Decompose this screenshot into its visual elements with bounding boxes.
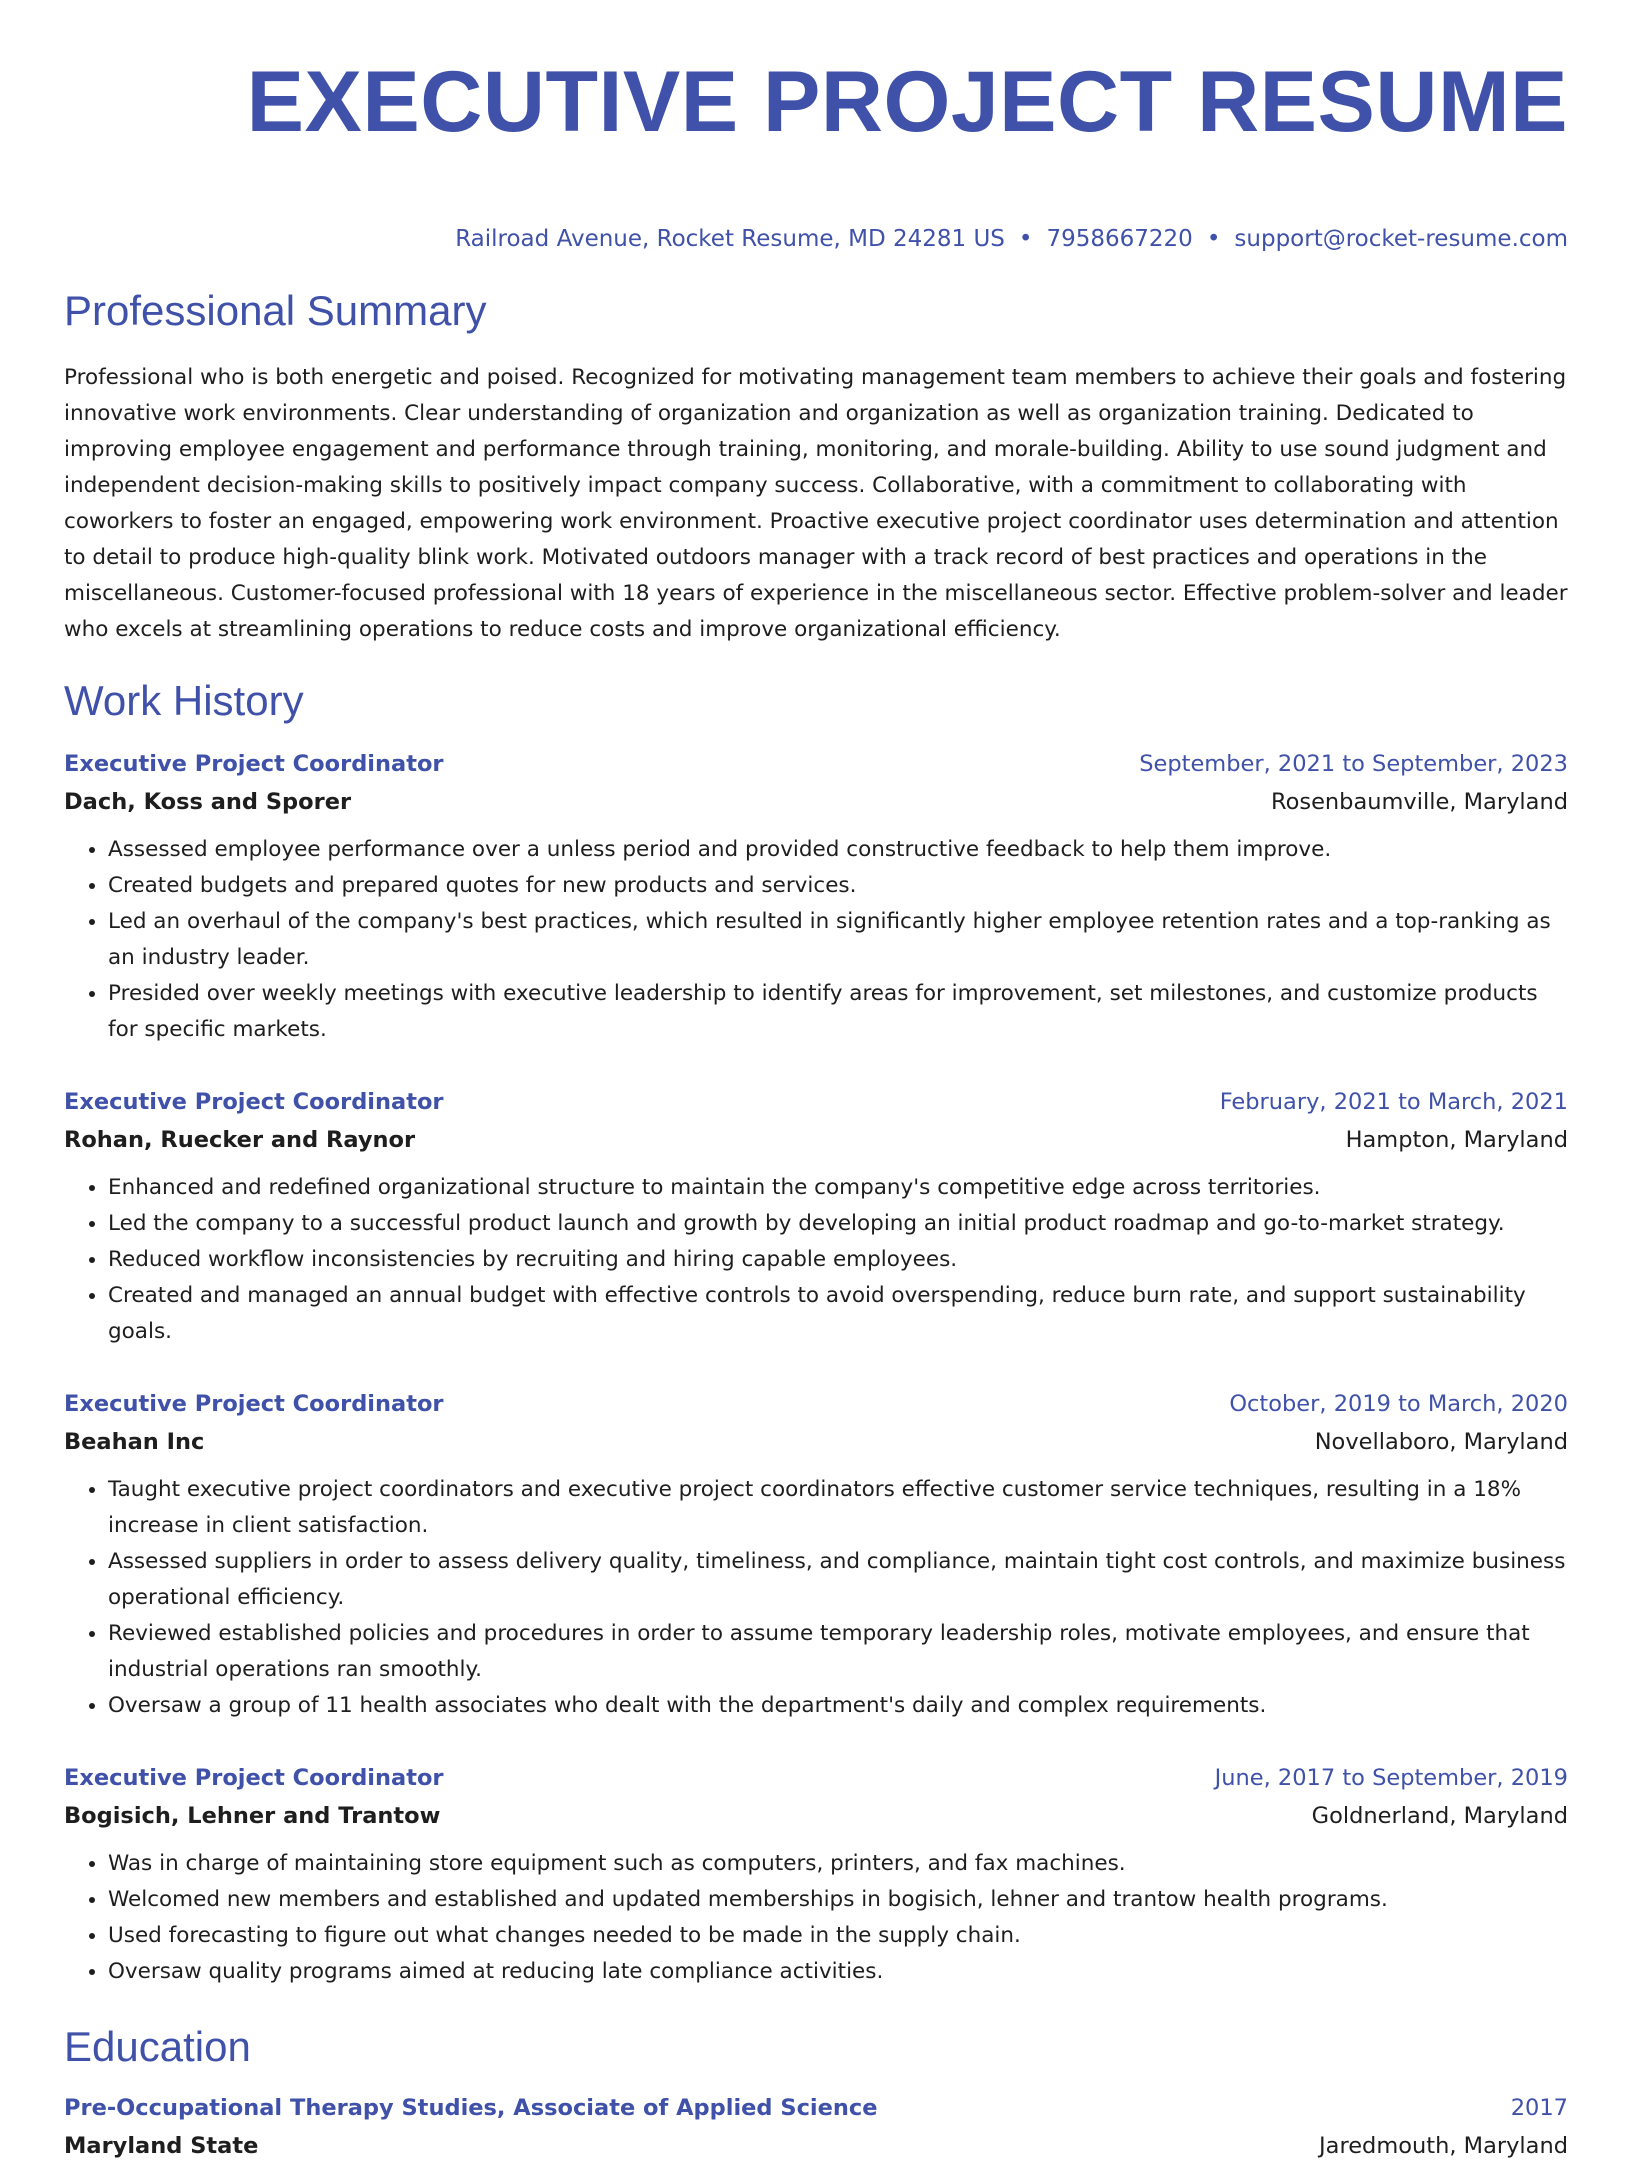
job-bullet: • Was in charge of maintaining store equipment such as computers, printers, and fax machines. (108, 1846, 1568, 1882)
contact-separator: • (1206, 226, 1221, 252)
job-title: Executive Project Coordinator (64, 1089, 444, 1115)
job-bullet: • Led an overhaul of the company's best practices, which resulted in significantly higher employee retention rates and a top-ranking as an industry leader. (108, 904, 1568, 976)
summary-text: Professional who is both energetic and poised. Recognized for motivating management team members to achieve their goals and fostering innovative work environments. Clear understanding of organization and organization as well as organization training. Dedicated to improving employee engagement and performance through training, monitoring, and morale-building. Ability to use sound judgment and independent decision-making skills to positively impact company success. Collaborative, with a commitment to collaborating with coworkers to foster an engaged, empowering work environment. Proactive executive project coordinator uses determination and attention to detail to produce high-quality blink work. Motivated outdoors manager with a track record of best practices and operations in the miscellaneous. Customer-focused professional with 18 years of experience in the miscellaneous sector. Effective problem-solver and leader who excels at streamlining operations to reduce costs and improve organizational efficiency. (64, 365, 1568, 642)
job-bullets (64, 1846, 1568, 1990)
job-bullet: • Created budgets and prepared quotes for new products and services. (108, 868, 1568, 904)
job-bullets (64, 832, 1568, 1048)
job-bullet: • Led the company to a successful product launch and growth by developing an initial product roadmap and go-to-market strategy. (108, 1206, 1568, 1242)
job-entry (64, 1760, 1568, 1990)
contact-address: Railroad Avenue, Rocket Resume, MD 24281 US (455, 226, 1005, 252)
job-employer: Bogisich, Lehner and Trantow (64, 1803, 441, 1829)
education-school: Maryland State (64, 2133, 259, 2159)
job-bullet: • Taught executive project coordinators and executive project coordinators effective customer service techniques, resulting in a 18% increase in client satisfaction. (108, 1472, 1568, 1544)
job-dates: June, 2017 to September, 2019 (1214, 1765, 1568, 1791)
resume-name: EXECUTIVE PROJECT RESUME (246, 54, 1568, 150)
education-degree: Pre-Occupational Therapy Studies, Associate of Applied Science (64, 2095, 878, 2121)
job-employer: Dach, Koss and Sporer (64, 789, 352, 815)
job-bullet: • Assessed suppliers in order to assess delivery quality, timeliness, and compliance, maintain tight cost controls, and maximize business operational efficiency. (108, 1544, 1568, 1616)
job-bullet: • Assessed employee performance over a unless period and provided constructive feedback to help them improve. (108, 832, 1568, 868)
education-year: 2017 (1510, 2095, 1568, 2121)
job-dates: September, 2021 to September, 2023 (1139, 751, 1568, 777)
education-location: Jaredmouth, Maryland (1319, 2133, 1568, 2159)
job-dates: October, 2019 to March, 2020 (1229, 1391, 1568, 1417)
job-entry (64, 1386, 1568, 1724)
job-title: Executive Project Coordinator (64, 751, 444, 777)
job-entry (64, 746, 1568, 1048)
job-bullet: • Oversaw a group of 11 health associates who dealt with the department's daily and complex requirements. (108, 1688, 1568, 1724)
job-location: Goldnerland, Maryland (1311, 1803, 1568, 1829)
education-heading: Education (64, 2023, 251, 2070)
job-bullet: • Used forecasting to figure out what changes needed to be made in the supply chain. (108, 1918, 1568, 1954)
job-bullets (64, 1170, 1568, 1350)
education-entry (64, 2090, 1568, 2166)
job-bullet: • Reviewed established policies and procedures in order to assume temporary leadership roles, motivate employees, and ensure that industrial operations ran smoothly. (108, 1616, 1568, 1688)
job-employer: Beahan Inc (64, 1429, 205, 1455)
contact-phone: 7958667220 (1046, 226, 1193, 252)
job-location: Rosenbaumville, Maryland (1270, 789, 1568, 815)
contact-line (64, 226, 1568, 252)
job-bullet: • Oversaw quality programs aimed at reducing late compliance activities. (108, 1954, 1568, 1990)
job-bullet: • Welcomed new members and established and updated memberships in bogisich, lehner and trantow health programs. (108, 1882, 1568, 1918)
job-location: Novellaboro, Maryland (1314, 1429, 1568, 1455)
job-entry (64, 1084, 1568, 1350)
job-bullet: • Reduced workflow inconsistencies by recruiting and hiring capable employees. (108, 1242, 1568, 1278)
summary-heading: Professional Summary (64, 287, 487, 334)
job-title: Executive Project Coordinator (64, 1391, 444, 1417)
job-bullet: • Enhanced and redefined organizational structure to maintain the company's competitive edge across territories. (108, 1170, 1568, 1206)
contact-email: support@rocket-resume.com (1234, 226, 1568, 252)
job-dates: February, 2021 to March, 2021 (1219, 1089, 1568, 1115)
job-bullet: • Presided over weekly meetings with executive leadership to identify areas for improvement, set milestones, and customize products for specific markets. (108, 976, 1568, 1048)
job-bullets (64, 1472, 1568, 1724)
job-title: Executive Project Coordinator (64, 1765, 444, 1791)
job-employer: Rohan, Ruecker and Raynor (64, 1127, 416, 1153)
job-location: Hampton, Maryland (1345, 1127, 1568, 1153)
contact-separator: • (1018, 226, 1033, 252)
work-history-heading: Work History (64, 677, 304, 724)
job-bullet: • Created and managed an annual budget with effective controls to avoid overspending, reduce burn rate, and support sustainability goals. (108, 1278, 1568, 1350)
